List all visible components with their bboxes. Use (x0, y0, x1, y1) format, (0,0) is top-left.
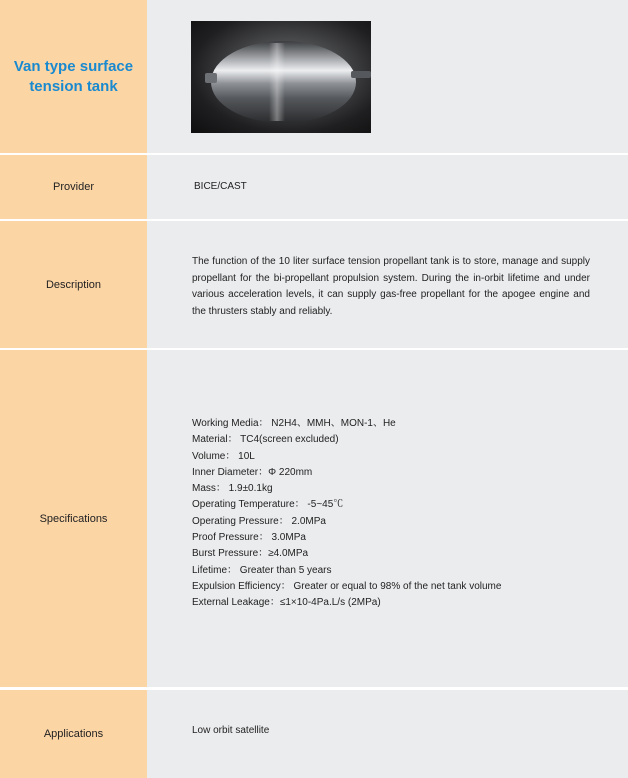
product-title-line1: Van type surface (13, 57, 134, 75)
description-label: Description (0, 221, 147, 348)
provider-row (0, 155, 628, 219)
specifications-label: Specifications (0, 350, 147, 687)
description-text: The function of the 10 liter surface tension propellant tank is to store, manage and supply propellant for the bi-propellant propulsion system. During the in-orbit lifetime and under various acceleration levels, it can supply gas-free propellant for the apogee engine and the thrusters stably and reliably. (192, 256, 590, 317)
spec-item: Proof Pressure： 3.0MPa (192, 532, 306, 544)
spec-item: Expulsion Efficiency： Greater or equal to 98% of the net tank volume (192, 580, 502, 592)
tank-nozzle (205, 73, 217, 83)
spec-item: Working Media： N2H4、MMH、MON-1、He (192, 418, 396, 429)
tank-photo (191, 21, 371, 133)
specifications-list (192, 416, 612, 612)
spec-item: Operating Pressure： 2.0MPa (192, 515, 326, 527)
tank-weld-band (269, 43, 285, 121)
tank-pipe (351, 71, 371, 78)
applications-label: Applications (0, 690, 147, 778)
spec-item: Volume： 10L (192, 450, 255, 462)
spec-item: Inner Diameter：Φ 220mm (192, 466, 313, 478)
spec-item: External Leakage：≤1×10-4Pa.L/s (2MPa) (192, 597, 381, 609)
applications-value: Low orbit satellite (192, 725, 270, 736)
spec-item: Operating Temperature： -5~45℃ (192, 499, 344, 511)
spec-item: Mass： 1.9±0.1kg (192, 483, 273, 495)
spec-item: Lifetime： Greater than 5 years (192, 564, 332, 576)
product-title-line2: tension tank (29, 77, 118, 95)
provider-value: BICE/CAST (194, 181, 247, 192)
spec-item: Material： TC4(screen excluded) (192, 434, 339, 446)
title-cell (0, 0, 147, 153)
product-title (14, 57, 133, 97)
applications-row (0, 690, 628, 778)
spec-item: Burst Pressure：≥4.0MPa (192, 548, 309, 560)
provider-label: Provider (0, 155, 147, 219)
